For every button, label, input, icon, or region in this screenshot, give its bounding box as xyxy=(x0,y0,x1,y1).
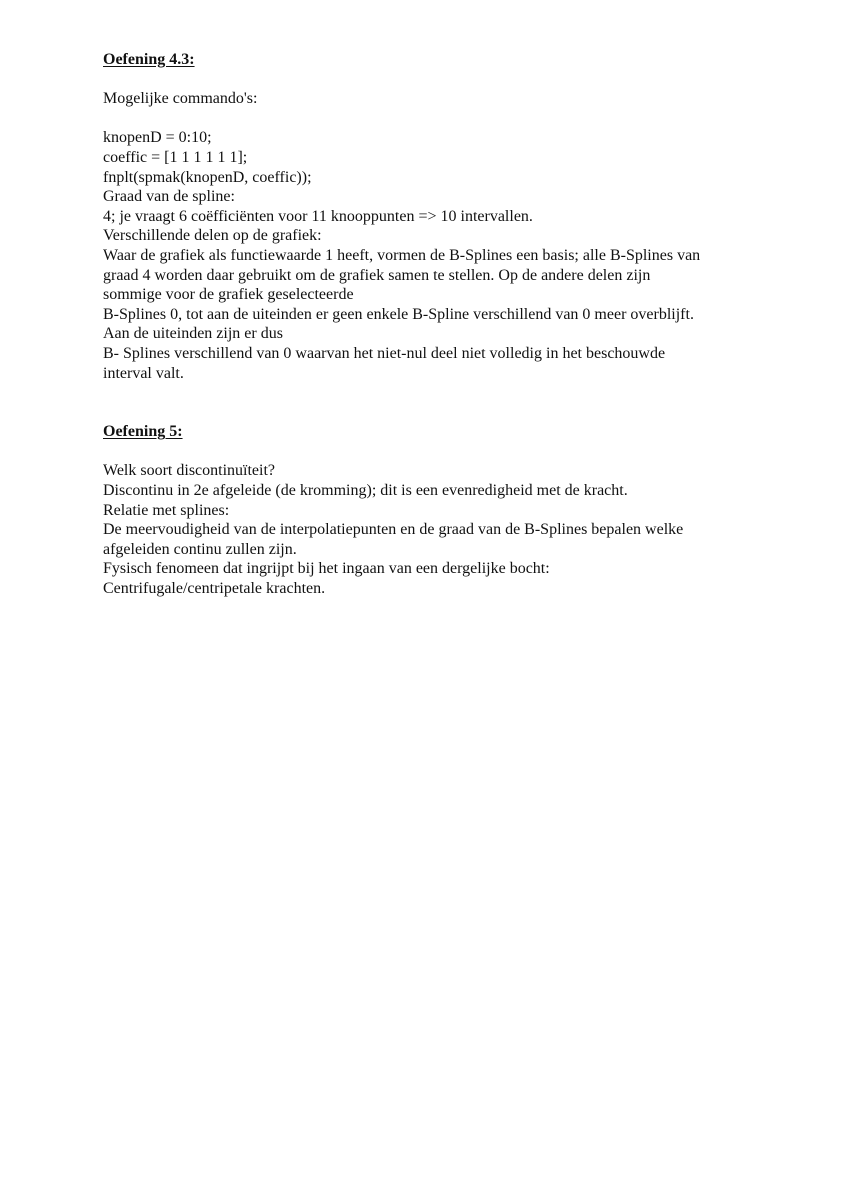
text-line: knopenD = 0:10; xyxy=(103,129,212,147)
text-line: Aan de uiteinden zijn er dus xyxy=(103,325,283,343)
text-line: fnplt(spmak(knopenD, coeffic)); xyxy=(103,168,312,186)
text-line: sommige voor de grafiek geselecteerde xyxy=(103,286,354,304)
text-line: coeffic = [1 1 1 1 1 1]; xyxy=(103,148,248,166)
spacer xyxy=(103,442,763,462)
spacer xyxy=(103,70,763,90)
text-line: Centrifugale/centripetale krachten. xyxy=(103,580,326,598)
text-line: Discontinu in 2e afgeleide (de kromming); dit is een evenredigheid met de kracht. xyxy=(103,482,628,500)
intro-line: Mogelijke commando's: xyxy=(103,90,258,108)
text-line: Verschillende delen op de grafiek: xyxy=(103,227,322,245)
text-line: De meervoudigheid van de interpolatiepunten en de graad van de B-Splines bepalen welke xyxy=(103,521,684,539)
text-line: Waar de grafiek als functiewaarde 1 heeft, vormen de B-Splines een basis; alle B-Splines van xyxy=(103,246,701,264)
text-line: B- Splines verschillend van 0 waarvan het niet-nul deel niet volledig in het beschouwde xyxy=(103,344,666,362)
text-line: graad 4 worden daar gebruikt om de grafiek samen te stellen. Op de andere delen zijn xyxy=(103,266,651,284)
text-line: Fysisch fenomeen dat ingrijpt bij het ingaan van een dergelijke bocht: xyxy=(103,560,550,578)
spacer xyxy=(103,109,763,129)
text-line: 4; je vraagt 6 coëfficiënten voor 11 knooppunten => 10 intervallen. xyxy=(103,207,533,225)
text-line: afgeleiden continu zullen zijn. xyxy=(103,540,297,558)
text-line: interval valt. xyxy=(103,364,184,382)
spacer xyxy=(103,383,763,422)
heading-oefening-4-3: Oefening 4.3: xyxy=(103,51,195,68)
heading-oefening-5: Oefening 5: xyxy=(103,423,183,441)
text-line: B-Splines 0, tot aan de uiteinden er geen enkele B-Spline verschillend van 0 meer overblijft. xyxy=(103,305,694,323)
text-line: Graad van de spline: xyxy=(103,188,235,206)
text-line: Welk soort discontinuïteit? xyxy=(103,462,276,480)
document-content xyxy=(103,50,763,599)
text-line: Relatie met splines: xyxy=(103,501,230,519)
